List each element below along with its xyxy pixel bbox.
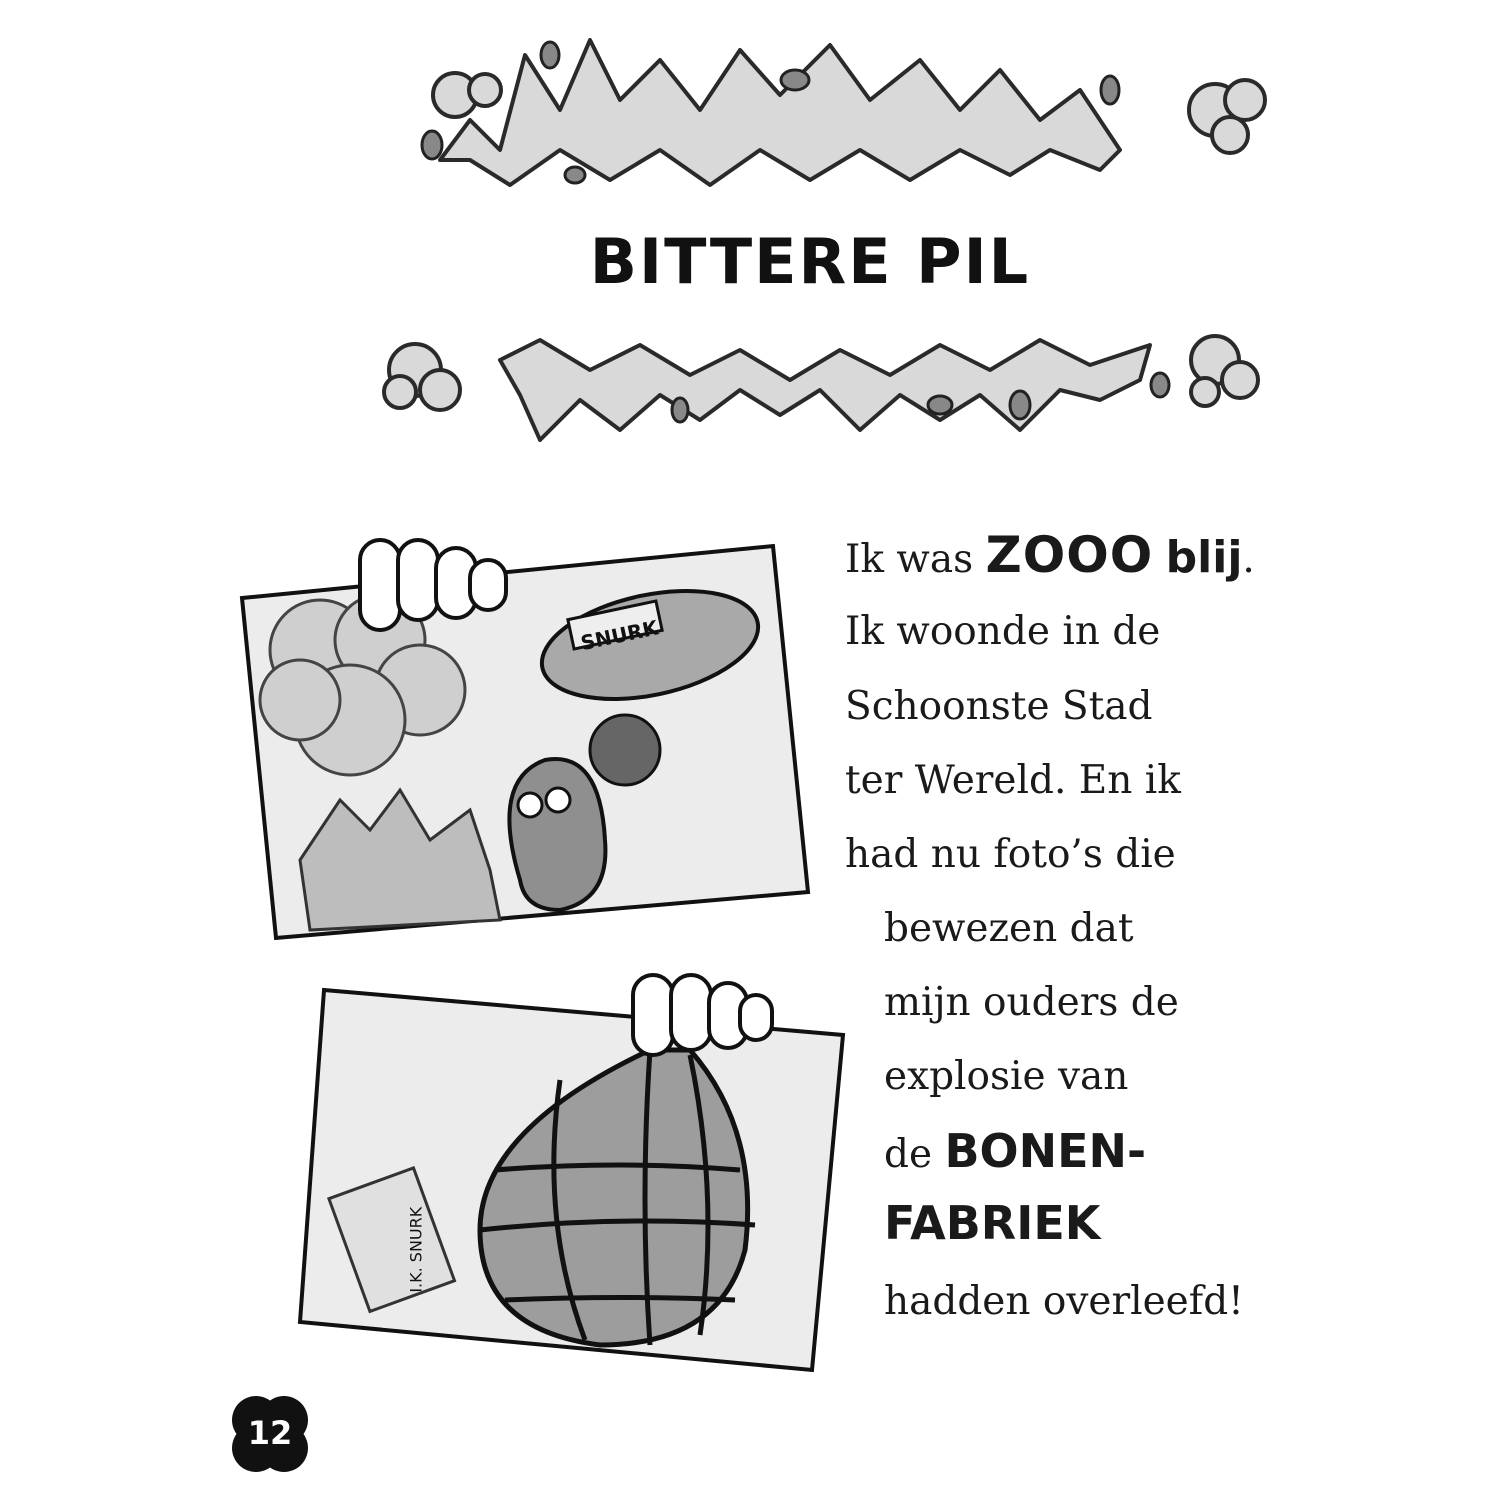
text-line-3: Schoonste Stad bbox=[845, 684, 1153, 729]
page-number: 12 bbox=[247, 1414, 293, 1452]
text-line-4: ter Wereld. En ik bbox=[845, 758, 1181, 803]
text-fragment: . bbox=[1242, 537, 1255, 582]
text-line-10: FABRIEK bbox=[884, 1196, 1101, 1250]
text-line-5: had nu foto’s die bbox=[845, 832, 1176, 877]
text-line-11: hadden overleefd! bbox=[884, 1279, 1244, 1324]
card-label: I.K. SNURK bbox=[406, 1206, 426, 1293]
chapter-title: BITTERE PIL bbox=[589, 225, 1031, 298]
text-line-8: explosie van bbox=[884, 1054, 1129, 1099]
text-line-2: Ik woonde in de bbox=[845, 609, 1161, 654]
text-line-1 bbox=[845, 526, 1255, 584]
blimp-label: SNURK bbox=[578, 615, 661, 656]
emphasis-bonen: BONEN- bbox=[944, 1124, 1147, 1178]
text-line-9 bbox=[884, 1124, 1147, 1178]
page-number-badge bbox=[226, 1392, 314, 1476]
emphasis-zooo: ZOOO bbox=[985, 526, 1154, 584]
text-fragment: Ik was bbox=[845, 537, 986, 582]
text-fragment: de bbox=[884, 1132, 945, 1177]
text-line-7: mijn ouders de bbox=[884, 980, 1179, 1025]
text-line-6: bewezen dat bbox=[884, 906, 1134, 951]
emphasis-blij: blij bbox=[1165, 532, 1243, 583]
